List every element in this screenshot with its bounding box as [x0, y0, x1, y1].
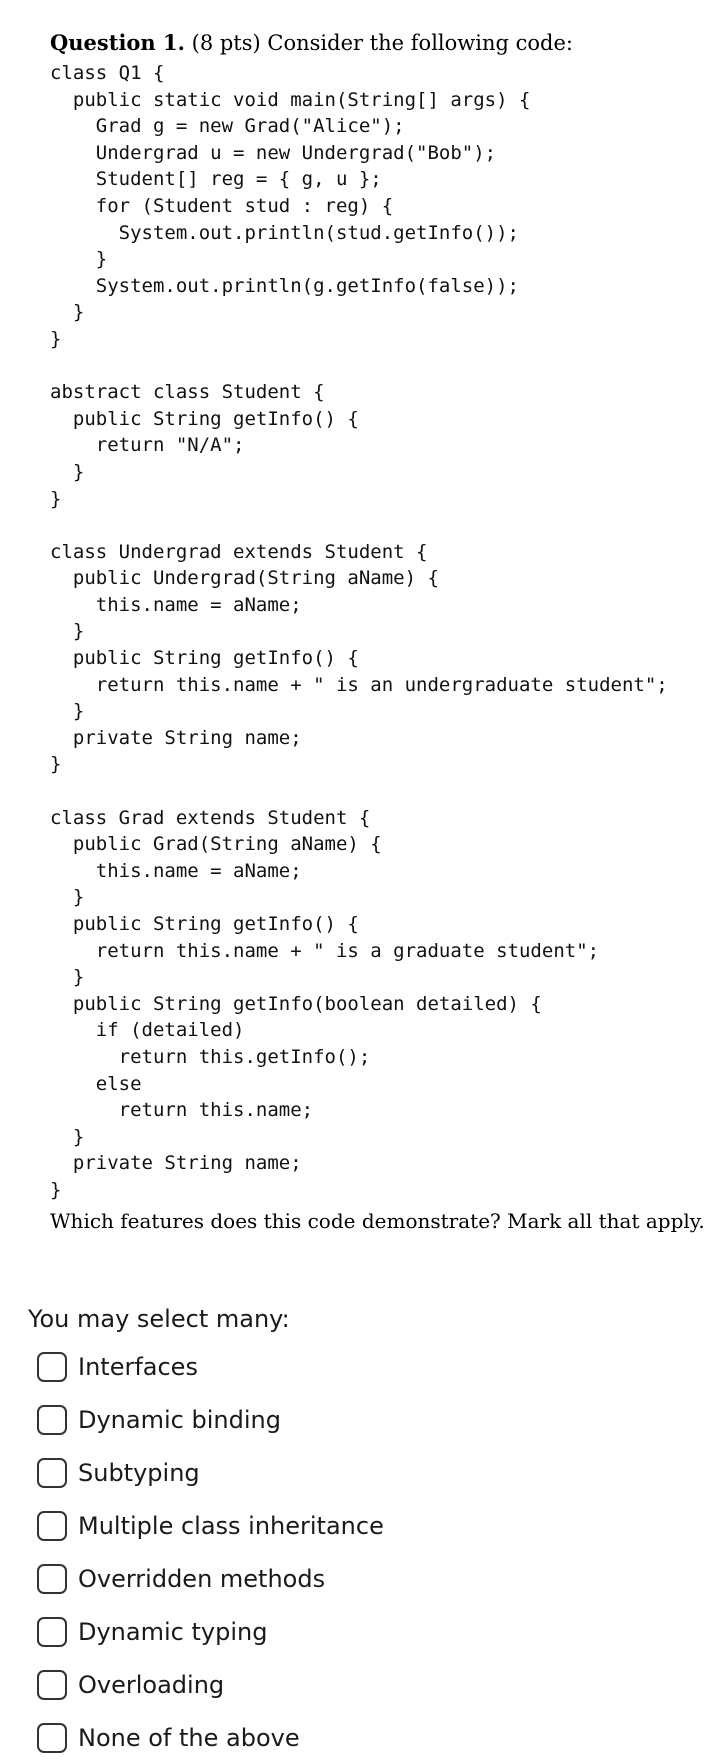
checkbox[interactable]	[37, 1670, 67, 1700]
question-block	[50, 28, 705, 1236]
answer-option[interactable]	[28, 1446, 688, 1499]
code-line: private String name;	[50, 1152, 302, 1175]
answer-option[interactable]	[28, 1605, 688, 1658]
code-line: }	[50, 460, 85, 483]
question-intro: Consider the following code:	[267, 31, 573, 55]
answer-option[interactable]	[28, 1552, 688, 1605]
code-line: return "N/A";	[50, 434, 245, 457]
code-line: public String getInfo() {	[50, 407, 359, 430]
code-line: else	[50, 1072, 142, 1095]
code-line: this.name = aName;	[50, 859, 302, 882]
code-line: public String getInfo(boolean detailed) {	[50, 992, 542, 1015]
code-line: }	[50, 966, 85, 989]
option-label: Subtyping	[78, 1458, 200, 1487]
code-line: }	[50, 886, 85, 909]
code-line: System.out.println(g.getInfo(false));	[50, 274, 519, 297]
checkbox[interactable]	[37, 1564, 67, 1594]
option-label: Dynamic typing	[78, 1617, 268, 1646]
code-line: return this.name + " is a graduate student";	[50, 939, 600, 962]
checkbox[interactable]	[37, 1352, 67, 1382]
code-line	[50, 512, 700, 539]
code-line: }	[50, 620, 85, 643]
checkbox[interactable]	[37, 1511, 67, 1541]
checkbox[interactable]	[37, 1405, 67, 1435]
code-line: private String name;	[50, 726, 302, 749]
code-line: class Undergrad extends Student {	[50, 540, 428, 563]
code-line: return this.getInfo();	[50, 1045, 371, 1068]
code-line: }	[50, 1178, 62, 1201]
option-label: Multiple class inheritance	[78, 1511, 384, 1540]
code-line: }	[50, 1125, 85, 1148]
question-number: Question 1.	[50, 30, 185, 55]
checkbox[interactable]	[37, 1458, 67, 1488]
option-label: None of the above	[78, 1723, 300, 1752]
code-line: }	[50, 487, 62, 510]
code-line: }	[50, 753, 62, 776]
select-hint: You may select many:	[28, 1305, 290, 1333]
code-line: public Undergrad(String aName) {	[50, 567, 439, 590]
checkbox[interactable]	[37, 1723, 67, 1753]
code-line: return this.name + " is an undergraduate student";	[50, 673, 668, 696]
code-line: public String getInfo() {	[50, 647, 359, 670]
code-line: return this.name;	[50, 1099, 314, 1122]
answer-option[interactable]	[28, 1658, 688, 1711]
code-line: Student[] reg = { g, u };	[50, 168, 382, 191]
code-line: }	[50, 700, 85, 723]
question-header	[50, 28, 700, 58]
code-line: this.name = aName;	[50, 593, 302, 616]
option-label: Interfaces	[78, 1352, 198, 1381]
answer-option[interactable]	[28, 1393, 688, 1446]
answer-section	[28, 1302, 688, 1764]
question-prompt: Which features does this code demonstrate? Mark all that apply.	[50, 1208, 705, 1233]
code-line: Grad g = new Grad("Alice");	[50, 115, 405, 138]
option-label: Overridden methods	[78, 1564, 326, 1593]
options-list	[28, 1340, 688, 1764]
code-line: class Grad extends Student {	[50, 806, 371, 829]
code-line: }	[50, 327, 62, 350]
code-line	[50, 778, 700, 805]
code-line: }	[50, 248, 108, 271]
code-line: System.out.println(stud.getInfo());	[50, 221, 519, 244]
answer-option[interactable]	[28, 1340, 688, 1393]
code-line: Undergrad u = new Undergrad("Bob");	[50, 141, 497, 164]
code-line: public static void main(String[] args) {	[50, 88, 531, 111]
code-line	[50, 353, 700, 380]
checkbox[interactable]	[37, 1617, 67, 1647]
code-line: public String getInfo() {	[50, 913, 359, 935]
option-label: Dynamic binding	[78, 1405, 281, 1434]
answer-option[interactable]	[28, 1711, 688, 1764]
code-listing	[50, 60, 700, 1204]
answer-option[interactable]	[28, 1499, 688, 1552]
option-label: Overloading	[78, 1670, 225, 1699]
code-line: class Q1 {	[50, 62, 165, 84]
code-line: for (Student stud : reg) {	[50, 194, 394, 217]
question-points: (8 pts)	[191, 31, 261, 55]
code-line: }	[50, 301, 85, 324]
code-line: if (detailed)	[50, 1019, 245, 1042]
code-line: abstract class Student {	[50, 381, 325, 404]
code-line: public Grad(String aName) {	[50, 833, 382, 856]
